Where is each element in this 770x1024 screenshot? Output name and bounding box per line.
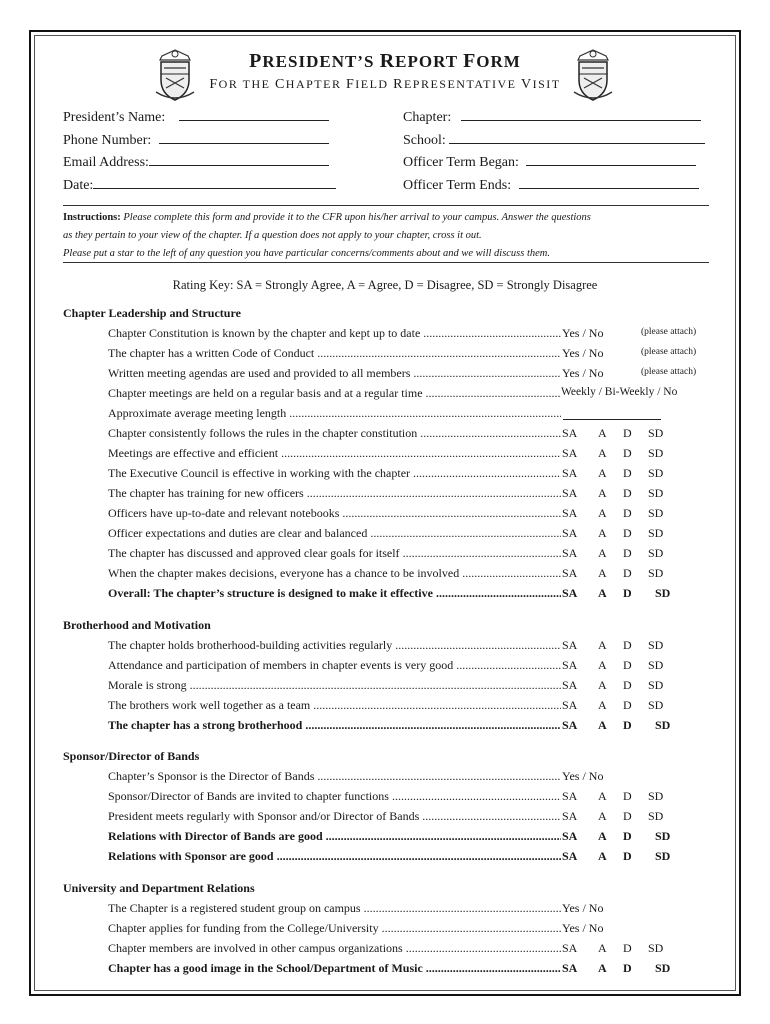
rating-sd[interactable]: SD xyxy=(648,446,664,460)
rating-sd[interactable]: SD xyxy=(655,586,671,600)
rating-sd[interactable]: SD xyxy=(648,789,664,803)
yes-no-choice[interactable]: Yes / No xyxy=(562,326,604,340)
rating-sd[interactable]: SD xyxy=(648,809,664,823)
rating-sa[interactable]: SA xyxy=(562,789,578,803)
presidents-name-field[interactable]: President’s Name: xyxy=(63,107,329,126)
question-row: Approximate average meeting length ..... xyxy=(108,406,708,424)
yes-no-choice[interactable]: Yes / No xyxy=(562,921,604,935)
rating-sd[interactable]: SD xyxy=(648,658,664,672)
rating-a[interactable]: A xyxy=(598,789,607,803)
rating-sa[interactable]: SA xyxy=(562,698,578,712)
question-row: The Chapter is a registered student group on campus ..... Yes / No xyxy=(108,901,708,919)
rating-sa[interactable]: SA xyxy=(562,849,578,863)
rating-d[interactable]: D xyxy=(623,849,632,863)
rating-a[interactable]: A xyxy=(598,809,607,823)
rating-d[interactable]: D xyxy=(623,586,632,600)
yes-no-choice[interactable]: Yes / No xyxy=(562,366,604,380)
rating-sd[interactable]: SD xyxy=(648,526,664,540)
question-row: The Executive Council is effective in working with the chapter ..... SA A D SD xyxy=(108,466,708,484)
rating-d[interactable]: D xyxy=(623,809,632,823)
rating-d[interactable]: D xyxy=(623,718,632,732)
question-row: The chapter holds brotherhood-building activities regularly ..... SA A D SD xyxy=(108,638,708,656)
rating-d[interactable]: D xyxy=(623,426,632,440)
rating-sd[interactable]: SD xyxy=(655,961,671,975)
rating-sa[interactable]: SA xyxy=(562,961,578,975)
question-row: Chapter applies for funding from the College/University ..... Yes / No xyxy=(108,921,708,939)
date-field[interactable]: Date: xyxy=(63,175,336,194)
divider-bottom xyxy=(63,262,709,263)
phone-field[interactable]: Phone Number: xyxy=(63,130,329,149)
question-row: Chapter meetings are held on a regular basis and at a regular time ..... Weekly / Bi-Weekly / No xyxy=(108,386,708,404)
rating-a[interactable]: A xyxy=(598,849,607,863)
rating-a[interactable]: A xyxy=(598,486,607,500)
section-title: Sponsor/Director of Bands xyxy=(63,749,200,763)
rating-a[interactable]: A xyxy=(598,941,607,955)
rating-sa[interactable]: SA xyxy=(562,506,578,520)
rating-d[interactable]: D xyxy=(623,446,632,460)
rating-d[interactable]: D xyxy=(623,466,632,480)
question-row: Chapter consistently follows the rules in the chapter constitution ..... SA A D SD xyxy=(108,426,708,444)
rating-d[interactable]: D xyxy=(623,678,632,692)
divider-top xyxy=(63,205,709,206)
rating-a[interactable]: A xyxy=(598,658,607,672)
rating-sa[interactable]: SA xyxy=(562,718,578,732)
please-attach-note: (please attach) xyxy=(641,367,697,377)
rating-sa[interactable]: SA xyxy=(562,566,578,580)
rating-sa[interactable]: SA xyxy=(562,941,578,955)
rating-sd[interactable]: SD xyxy=(648,546,664,560)
question-row: Relations with Director of Bands are good ..... SA A D SD xyxy=(108,829,708,847)
rating-sa[interactable]: SA xyxy=(562,678,578,692)
rating-a[interactable]: A xyxy=(598,698,607,712)
meeting-length-blank[interactable] xyxy=(563,406,661,420)
rating-d[interactable]: D xyxy=(623,698,632,712)
email-field[interactable]: Email Address: xyxy=(63,152,329,171)
yes-no-choice[interactable]: Yes / No xyxy=(562,769,604,783)
rating-sa[interactable]: SA xyxy=(562,446,578,460)
question-row: Chapter has a good image in the School/Department of Music ..... SA A D SD xyxy=(108,961,708,979)
rating-a[interactable]: A xyxy=(598,678,607,692)
rating-sa[interactable]: SA xyxy=(562,586,578,600)
rating-sd[interactable]: SD xyxy=(648,426,664,440)
rating-sa[interactable]: SA xyxy=(562,658,578,672)
rating-sd[interactable]: SD xyxy=(655,849,671,863)
rating-a[interactable]: A xyxy=(598,586,607,600)
rating-sd[interactable]: SD xyxy=(648,698,664,712)
rating-a[interactable]: A xyxy=(598,506,607,520)
rating-a[interactable]: A xyxy=(598,526,607,540)
rating-sa[interactable]: SA xyxy=(562,526,578,540)
term-ends-field[interactable]: Officer Term Ends: xyxy=(403,175,699,194)
question-row: Sponsor/Director of Bands are invited to chapter functions ..... SA A D SD xyxy=(108,789,708,807)
rating-sd[interactable]: SD xyxy=(655,718,671,732)
rating-d[interactable]: D xyxy=(623,789,632,803)
question-row: Meetings are effective and efficient ..... SA A D SD xyxy=(108,446,708,464)
question-row: The chapter has a written Code of Conduct ..... Yes / No (please attach) xyxy=(108,346,708,364)
rating-sd[interactable]: SD xyxy=(648,486,664,500)
rating-d[interactable]: D xyxy=(623,566,632,580)
yes-no-choice[interactable]: Yes / No xyxy=(562,901,604,915)
question-row: The chapter has a strong brotherhood ..... SA A D SD xyxy=(108,718,708,736)
rating-sa[interactable]: SA xyxy=(562,829,578,843)
rating-a[interactable]: A xyxy=(598,718,607,732)
rating-sa[interactable]: SA xyxy=(562,466,578,480)
question-row: The chapter has discussed and approved clear goals for itself ..... SA A D SD xyxy=(108,546,708,564)
rating-a[interactable]: A xyxy=(598,466,607,480)
question-row: Overall: The chapter’s structure is designed to make it effective ..... SA A D SD xyxy=(108,586,708,604)
frequency-choice[interactable]: Weekly / Bi-Weekly / No xyxy=(561,386,678,398)
rating-sa[interactable]: SA xyxy=(562,486,578,500)
rating-sd[interactable]: SD xyxy=(648,638,664,652)
rating-d[interactable]: D xyxy=(623,829,632,843)
chapter-field[interactable]: Chapter: xyxy=(403,107,701,126)
instructions: Instructions: Please complete this form and provide it to the CFR upon his/her arrival to your campus. Answer the questions as they pertain to your view of the chapter. If a question does not apply to your chapter, cross it out. Please put a star to the left of any question you have particular concerns/comments about and we will discuss them. xyxy=(63,212,591,259)
rating-d[interactable]: D xyxy=(623,961,632,975)
section-title: Chapter Leadership and Structure xyxy=(63,306,241,320)
rating-sa[interactable]: SA xyxy=(562,546,578,560)
rating-sd[interactable]: SD xyxy=(648,506,664,520)
rating-d[interactable]: D xyxy=(623,941,632,955)
rating-sa[interactable]: SA xyxy=(562,638,578,652)
rating-d[interactable]: D xyxy=(623,526,632,540)
question-row: Officer expectations and duties are clear and balanced ..... SA A D SD xyxy=(108,526,708,544)
school-field[interactable]: School: xyxy=(403,130,705,149)
question-row: Chapter Constitution is known by the chapter and kept up to date ..... Yes / No (please attach) xyxy=(108,326,708,344)
term-began-field[interactable]: Officer Term Began: xyxy=(403,152,696,171)
question-row: Relations with Sponsor are good ..... SA A D SD xyxy=(108,849,708,867)
rating-a[interactable]: A xyxy=(598,446,607,460)
rating-sd[interactable]: SD xyxy=(648,566,664,580)
question-row: Officers have up-to-date and relevant notebooks ..... SA A D SD xyxy=(108,506,708,524)
rating-a[interactable]: A xyxy=(598,426,607,440)
rating-sd[interactable]: SD xyxy=(648,678,664,692)
rating-sa[interactable]: SA xyxy=(562,809,578,823)
question-row: When the chapter makes decisions, everyone has a chance to be involved ..... SA A D SD xyxy=(108,566,708,584)
please-attach-note: (please attach) xyxy=(641,347,697,357)
question-row: Chapter members are involved in other campus organizations ..... SA A D SD xyxy=(108,941,708,959)
rating-d[interactable]: D xyxy=(623,506,632,520)
rating-key: Rating Key: SA = Strongly Agree, A = Agree, D = Disagree, SD = Strongly Disagree xyxy=(172,278,598,292)
form-title: PRESIDENT’S REPORT FORM xyxy=(249,50,521,72)
rating-sd[interactable]: SD xyxy=(655,829,671,843)
rating-d[interactable]: D xyxy=(623,546,632,560)
rating-d[interactable]: D xyxy=(623,638,632,652)
rating-sd[interactable]: SD xyxy=(648,941,664,955)
question-row: Chapter’s Sponsor is the Director of Bands ..... Yes / No xyxy=(108,769,708,787)
rating-sd[interactable]: SD xyxy=(648,466,664,480)
section-title: Brotherhood and Motivation xyxy=(63,618,211,632)
question-row: President meets regularly with Sponsor and/or Director of Bands ..... SA A D SD xyxy=(108,809,708,827)
question-row: The chapter has training for new officers ..... SA A D SD xyxy=(108,486,708,504)
rating-a[interactable]: A xyxy=(598,566,607,580)
rating-a[interactable]: A xyxy=(598,546,607,560)
question-row: Morale is strong ..... SA A D SD xyxy=(108,678,708,696)
rating-sa[interactable]: SA xyxy=(562,426,578,440)
rating-d[interactable]: D xyxy=(623,486,632,500)
question-row: The brothers work well together as a team ..... SA A D SD xyxy=(108,698,708,716)
rating-d[interactable]: D xyxy=(623,658,632,672)
question-row: Written meeting agendas are used and provided to all members ..... Yes / No (please attach) xyxy=(108,366,708,384)
please-attach-note: (please attach) xyxy=(641,327,697,337)
section-title: University and Department Relations xyxy=(63,881,255,895)
rating-a[interactable]: A xyxy=(598,829,607,843)
rating-a[interactable]: A xyxy=(598,638,607,652)
yes-no-choice[interactable]: Yes / No xyxy=(562,346,604,360)
question-row: Attendance and participation of members in chapter events is very good ..... SA A D SD xyxy=(108,658,708,676)
rating-a[interactable]: A xyxy=(598,961,607,975)
form-subtitle: FOR THE CHAPTER FIELD REPRESENTATIVE VISIT xyxy=(209,77,561,92)
